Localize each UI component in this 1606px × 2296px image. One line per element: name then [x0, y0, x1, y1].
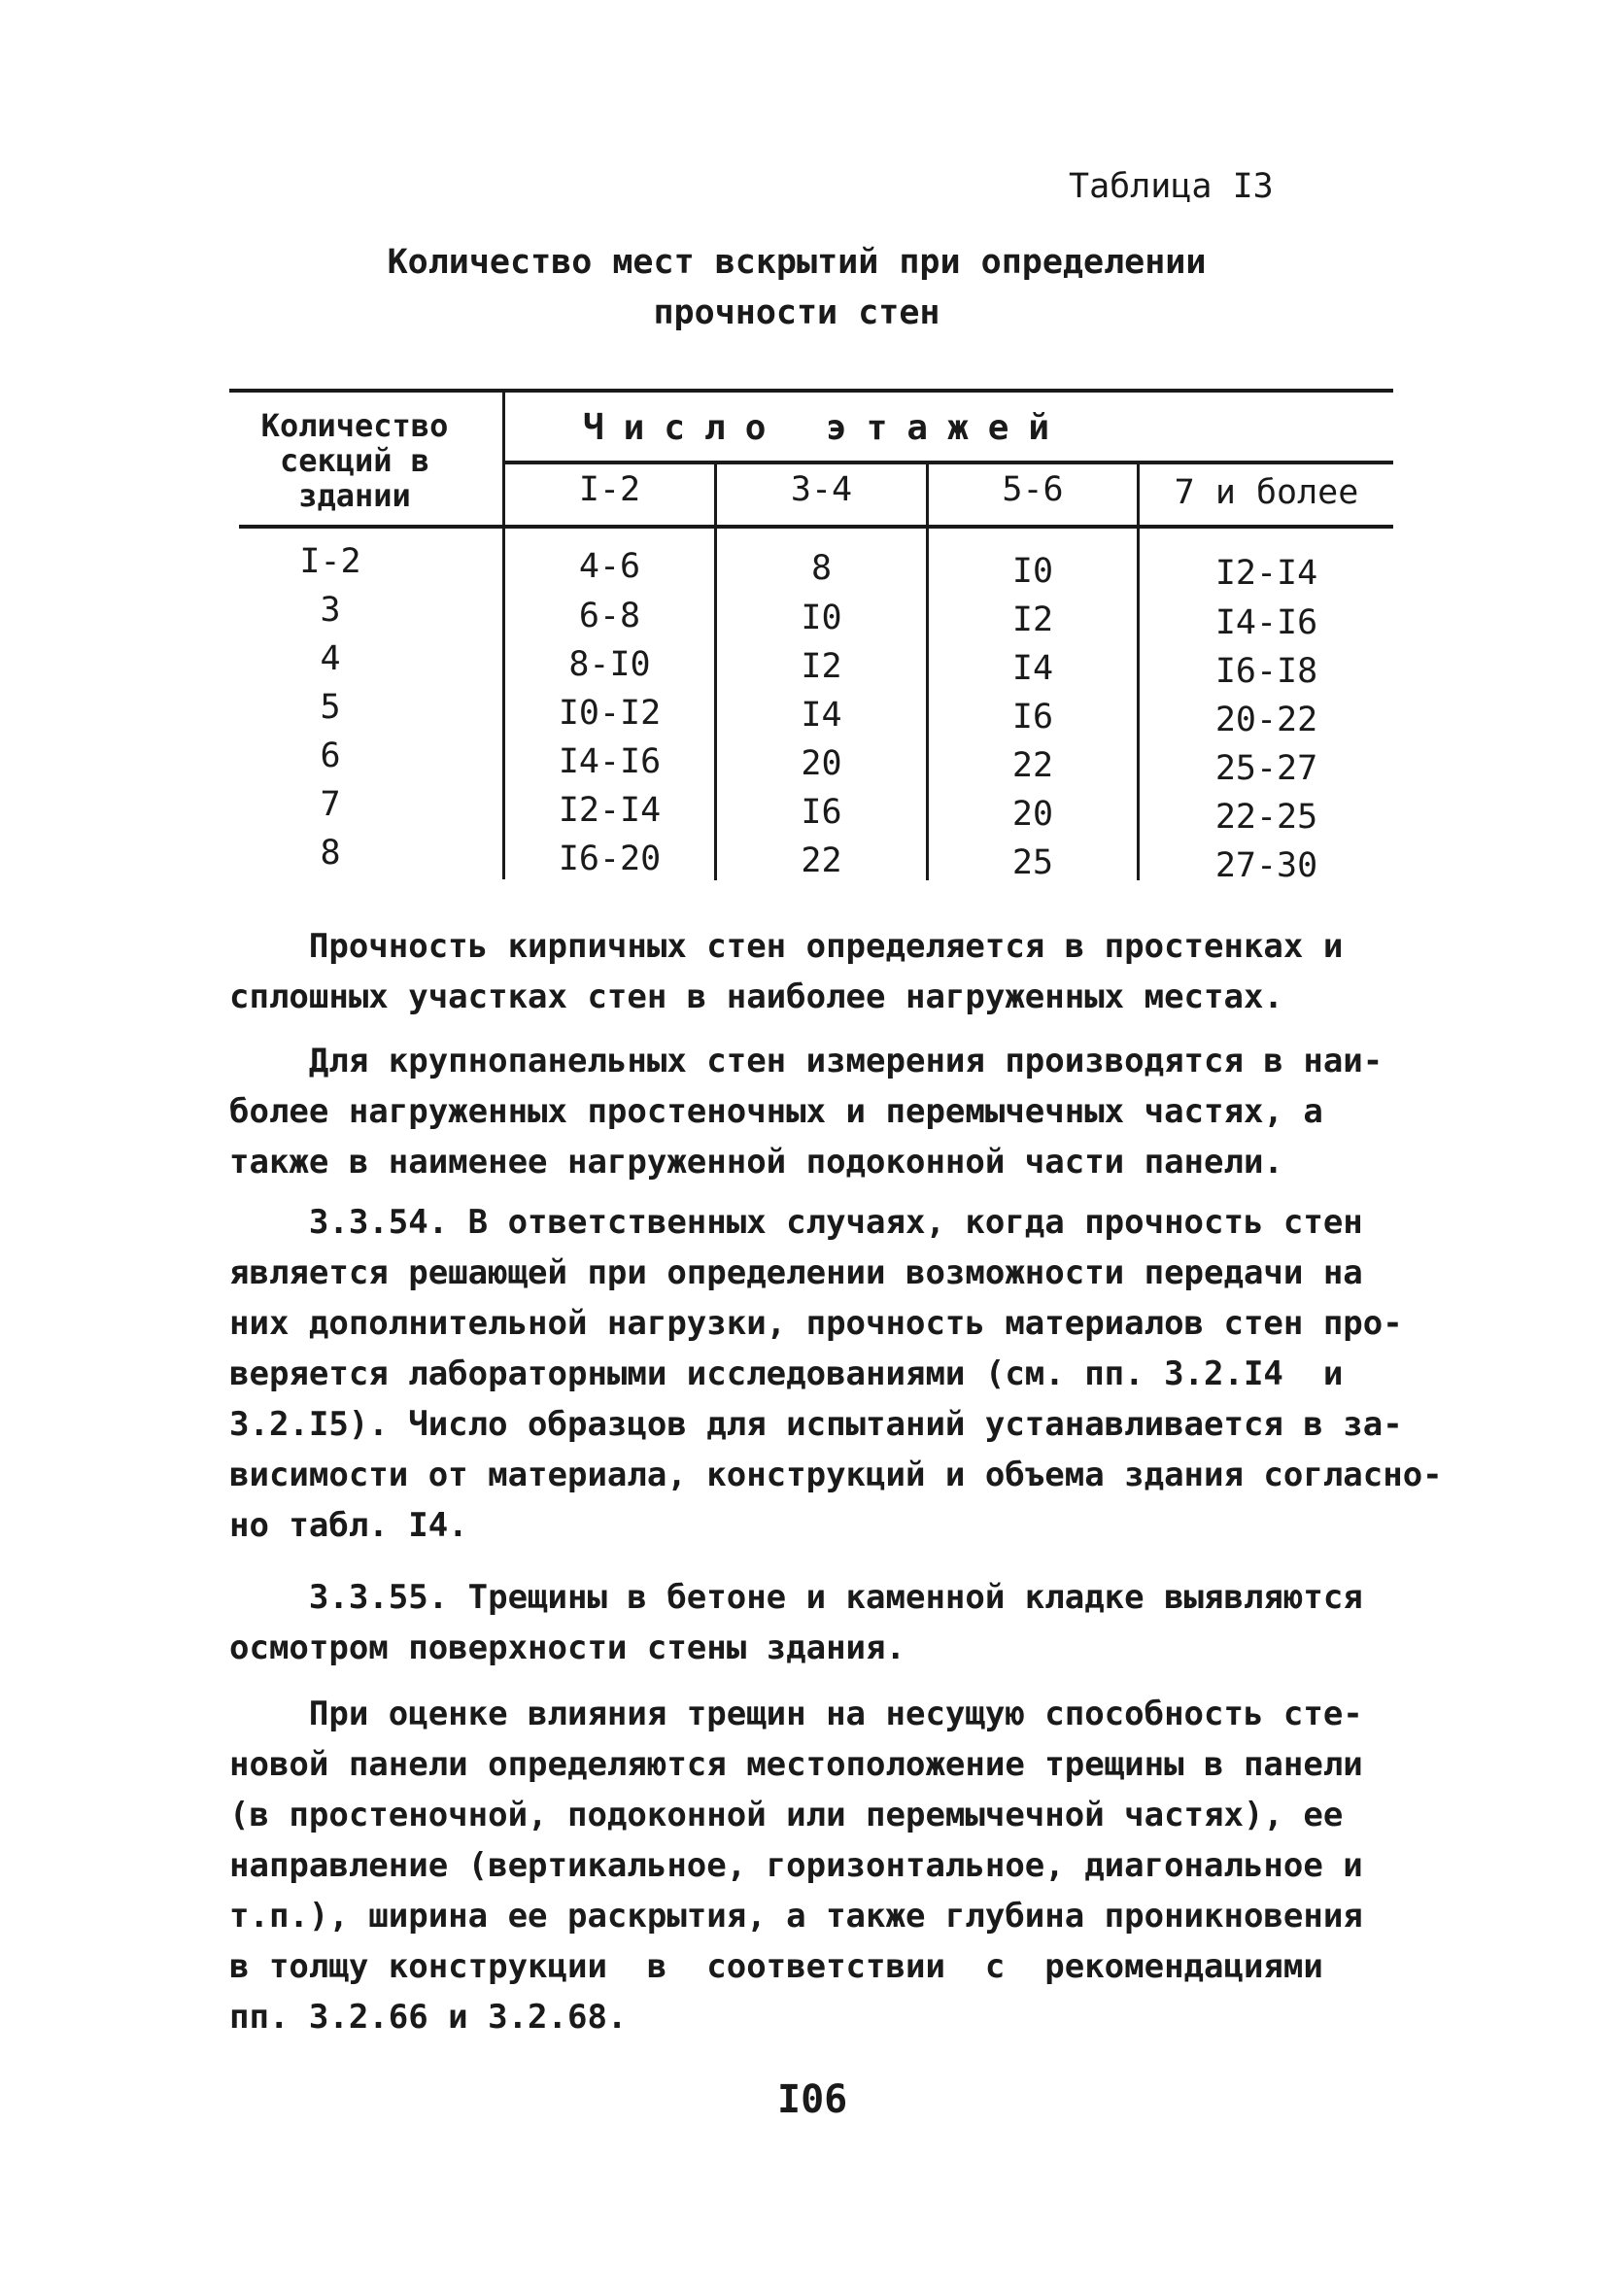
floor-column-header: 5-6 [1002, 470, 1064, 509]
value-cell: I4 [1011, 649, 1054, 688]
floor-column-header: 3-4 [790, 470, 853, 509]
sections-cell: 6 [320, 737, 341, 775]
value-cell: 8-I0 [568, 645, 651, 684]
data-table [0, 0, 1606, 923]
page-number: I06 [777, 2077, 848, 2122]
table-top-border [229, 389, 1393, 393]
value-cell: 20-22 [1214, 701, 1318, 739]
paragraph-line: также в наименее нагруженной подоконной части панели. [229, 1143, 1283, 1182]
value-cell: I6 [801, 793, 842, 832]
header-bottom-border [239, 525, 1393, 529]
paragraph-line: новой панели определяются местоположение трещины в панели [229, 1745, 1363, 1784]
paragraph-line: но табл. I4. [229, 1506, 468, 1545]
paragraph-line: осмотром поверхности стены здания. [229, 1628, 906, 1667]
table-caption-line2: прочности стен [653, 293, 940, 332]
paragraph-line: (в простеночной, подоконной или перемычечной частях), ее [229, 1796, 1344, 1834]
table-caption-line1: Количество мест вскрытий при определении [387, 243, 1207, 282]
paragraph-line: т.п.), ширина ее раскрытия, а также глубина проникновения [229, 1897, 1363, 1936]
value-cell: I6-20 [558, 840, 662, 878]
paragraph [229, 1036, 1395, 1187]
value-cell: I0-I2 [558, 694, 662, 733]
value-cell: 22 [1011, 746, 1054, 785]
value-cell: 27-30 [1214, 846, 1318, 885]
paragraph-line: висимости от материала, конструкций и объема здания согласно- [229, 1456, 1443, 1494]
value-cell: I6-I8 [1214, 652, 1318, 691]
value-cell: I2 [1011, 600, 1054, 639]
paragraph-line: Прочность кирпичных стен определяется в простенках и [229, 927, 1344, 966]
sections-header-line: Количество [260, 407, 449, 444]
sections-cell: 5 [320, 688, 341, 727]
sections-header-line: секций в [279, 442, 430, 479]
paragraph-3.3.55 [229, 1572, 1395, 1673]
paragraph [229, 921, 1395, 1022]
sections-cell: I-2 [299, 542, 361, 581]
value-cell: 25 [1011, 843, 1054, 882]
paragraph-line: 3.2.I5). Число образцов для испытаний устанавливается в за- [229, 1405, 1403, 1444]
sections-column-header [223, 408, 486, 513]
sections-cell: 3 [320, 591, 341, 630]
value-cell: 6-8 [578, 597, 641, 635]
paragraph-line: 3.3.54. В ответственных случаях, когда прочность стен [229, 1203, 1363, 1242]
sections-cell: 8 [320, 834, 341, 873]
value-cell: I4 [801, 696, 842, 735]
paragraph-line: Для крупнопанельных стен измерения производятся в наи- [229, 1042, 1384, 1080]
paragraph-line: веряется лабораторными исследованиями (см. пп. 3.2.I4 и [229, 1354, 1344, 1393]
floors-column-header: Число этажей [583, 408, 1070, 448]
sections-cell: 4 [320, 639, 341, 678]
paragraph-line: пп. 3.2.66 и 3.2.68. [229, 1998, 628, 2037]
value-cell: 22 [801, 841, 842, 880]
value-cell: 4-6 [578, 547, 641, 586]
paragraph-line: них дополнительной нагрузки, прочность материалов стен про- [229, 1304, 1403, 1343]
sections-header-line: здании [298, 477, 411, 514]
paragraph-line: При оценке влияния трещин на несущую способность сте- [229, 1695, 1363, 1733]
paragraph-line: является решающей при определении возможности передачи на [229, 1253, 1363, 1292]
sections-cell: 7 [320, 785, 341, 824]
paragraph-line: 3.3.55. Трещины в бетоне и каменной кладке выявляются [229, 1578, 1363, 1617]
paragraph-line: сплошных участках стен в наиболее нагруженных местах. [229, 977, 1283, 1016]
value-cell: I2 [801, 647, 842, 686]
value-cell: 25-27 [1214, 749, 1318, 788]
value-cell: I2-I4 [558, 791, 662, 830]
paragraph-line: направление (вертикальное, горизонтальное, диагональное и [229, 1846, 1363, 1885]
floor-column-header: I-2 [578, 470, 641, 509]
value-cell: 8 [810, 549, 833, 588]
value-cell: 20 [801, 744, 842, 783]
paragraph-line: более нагруженных простеночных и перемычечных частях, а [229, 1092, 1323, 1131]
value-cell: I2-I4 [1214, 554, 1318, 593]
paragraph-line: в толщу конструкции в соответствии с рекомендациями [229, 1947, 1323, 1986]
paragraph [229, 1689, 1395, 2042]
value-cell: 22-25 [1214, 798, 1318, 837]
value-cell: I0 [801, 599, 842, 637]
value-cell: I4-I6 [558, 742, 662, 781]
floor-column-header: 7 и более [1174, 473, 1359, 512]
floors-header-underline [505, 461, 1393, 464]
paragraph-3.3.54 [229, 1197, 1443, 1551]
value-cell: 20 [1011, 795, 1054, 834]
value-cell: I4-I6 [1214, 603, 1318, 642]
table-label: Таблица I3 [1069, 167, 1274, 206]
value-cell: I0 [1011, 552, 1054, 591]
value-cell: I6 [1011, 698, 1054, 737]
